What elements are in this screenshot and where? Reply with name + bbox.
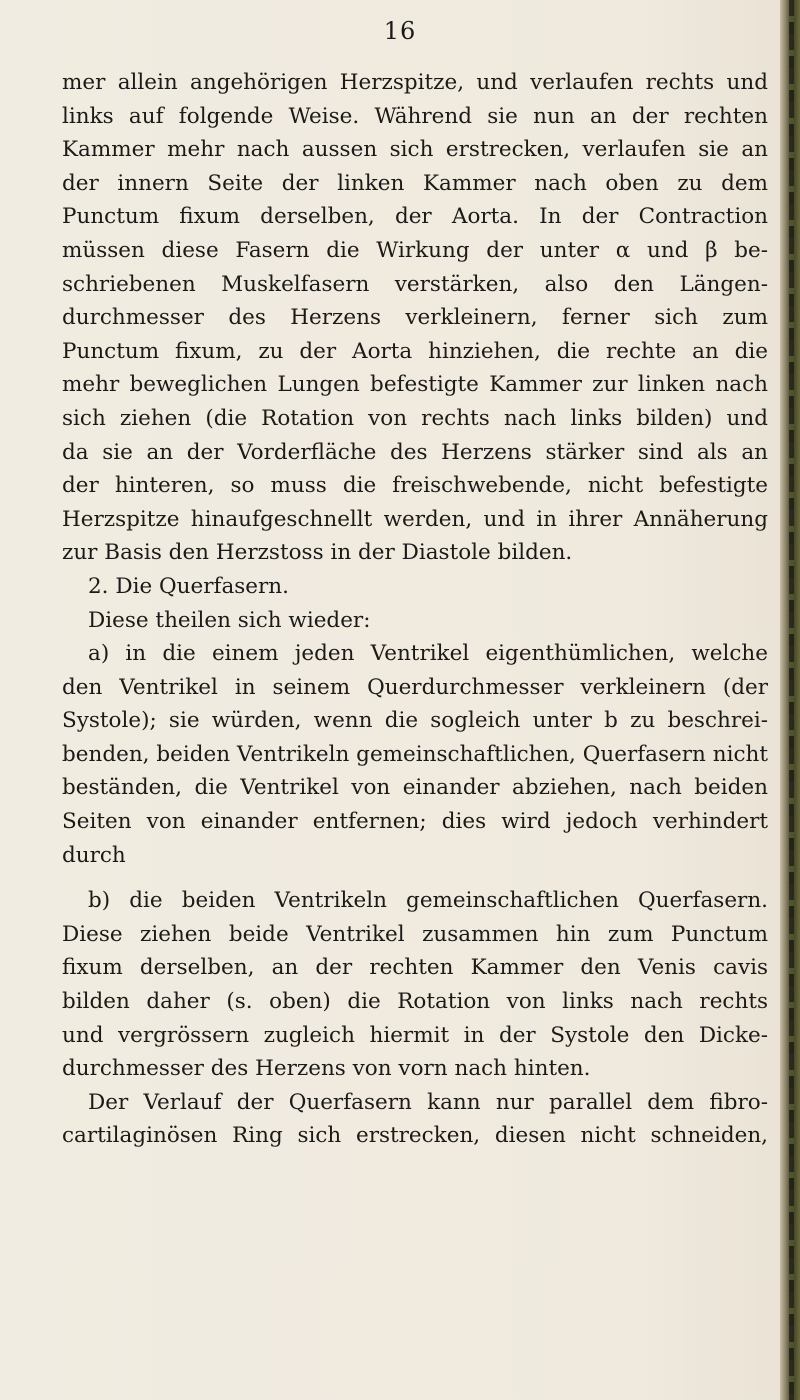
text-line: müssen diese Fasern die Wirkung der unter α und β be- [62,237,768,263]
text-line: Punctum fixum, zu der Aorta hinziehen, die rechte an die [62,338,768,364]
text-line: mehr beweglichen Lungen befestigte Kammer zur linken nach [62,372,768,398]
text-line: mer allein angehörigen Herzspitze, und verlaufen rechts und [62,70,768,95]
text-line: durchmesser des Herzens von vorn nach hinten. [62,1056,591,1082]
text-line: fixum derselben, an der rechten Kammer den Venis cavis [62,955,768,981]
text-line: bilden daher (s. oben) die Rotation von links nach rechts [62,989,768,1015]
text-line: durch [62,842,126,868]
paragraph-gap [62,872,768,884]
text-line: Systole); sie würden, wenn die sogleich unter b zu beschrei- [62,708,768,734]
text-line: cartilaginösen Ring sich erstrecken, diesen nicht schneiden, [62,1123,768,1149]
text-line: da sie an der Vorderfläche des Herzens stärker sind als an [62,439,768,465]
binding-stripe [789,0,794,1400]
text-line: a) in die einem jeden Ventrikel eigenthümlichen, welche [88,641,768,667]
text-line: Kammer mehr nach aussen sich erstrecken, verlaufen sie an [62,137,768,163]
text-line: benden, beiden Ventrikeln gemeinschaftlichen, Querfasern nicht [62,741,768,767]
text-line: zur Basis den Herzstoss in der Diastole bilden. [62,540,573,566]
text-line: beständen, die Ventrikel von einander abziehen, nach beiden [62,775,768,801]
text-line: und vergrössern zugleich hiermit in der Systole den Dicke- [62,1022,768,1048]
text-line: Diese ziehen beide Ventrikel zusammen hin zum Punctum [62,921,768,947]
text-line: der hinteren, so muss die freischwebende, nicht befestigte [62,473,768,499]
text-line: links auf folgende Weise. Während sie nun an der rechten [62,103,768,129]
text-line: Der Verlauf der Querfasern kann nur parallel dem fibro- [88,1089,768,1115]
text-line: Herzspitze hinaufgeschnellt werden, und in ihrer Annäherung [62,506,768,532]
page-number: 16 [383,17,417,45]
text-line: Punctum fixum derselben, der Aorta. In der Contraction [62,204,768,230]
text-line: Seiten von einander entfernen; dies wird jedoch verhindert [62,809,768,835]
binding-edge [780,0,800,1400]
text-line: schriebenen Muskelfasern verstärken, also den Längen- [62,271,768,297]
body-text [62,66,768,1153]
text-line: durchmesser des Herzens verkleinern, ferner sich zum [62,305,768,331]
text-line: sich ziehen (die Rotation von rechts nach links bilden) und [62,405,768,431]
text-line: b) die beiden Ventrikeln gemeinschaftlichen Querfasern. [88,888,768,914]
section-heading: 2. Die Querfasern. [88,573,289,599]
text-line: der innern Seite der linken Kammer nach oben zu dem [62,170,768,196]
text-line: den Ventrikel in seinem Querdurchmesser verkleinern (der [62,674,768,700]
text-line: Diese theilen sich wieder: [88,607,371,633]
